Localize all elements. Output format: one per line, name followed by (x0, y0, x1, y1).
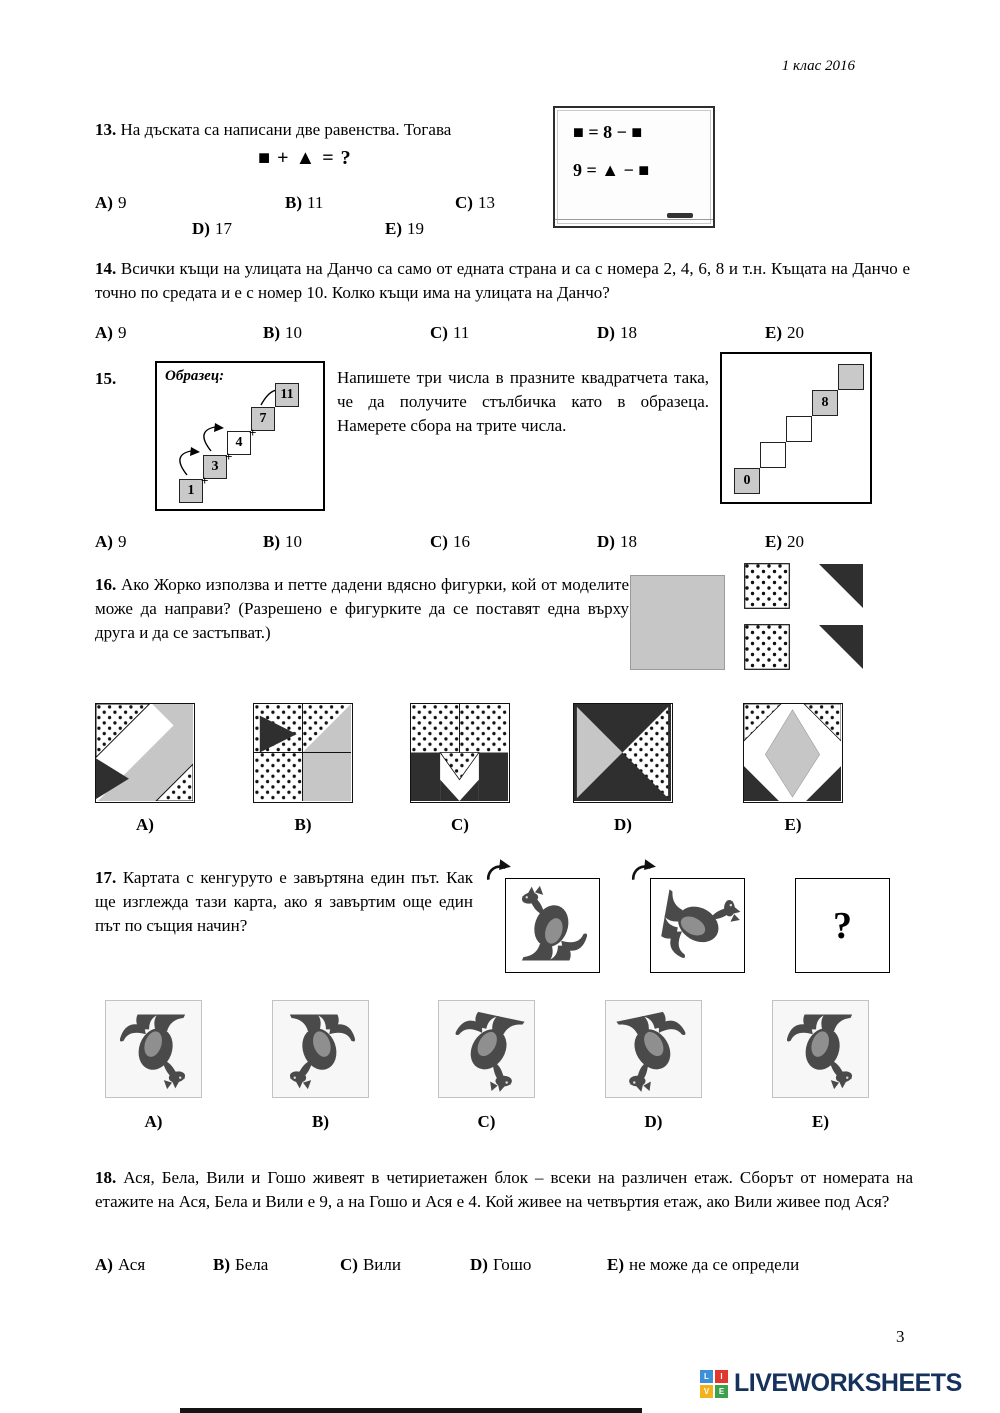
answer-label: С) (340, 1255, 358, 1274)
q18-answers (0, 1255, 1000, 1279)
kangaroo-option-d[interactable] (605, 1000, 702, 1098)
step-square: 3 (203, 455, 227, 479)
answer-label: А) (95, 323, 113, 342)
kangaroo-icon (113, 1008, 195, 1090)
answer-value: 10 (285, 532, 302, 551)
answer-option[interactable] (340, 1255, 401, 1275)
q18-text (95, 1166, 913, 1214)
answer-value: 17 (214, 219, 232, 238)
q18-statement: Ася, Бела, Вили и Гошо живеят в четириетажен блок – всеки на различен етаж. Сборът от номерата на етажите на Ася, Бела и Вили е 9, а на Гошо и Ася е 4. Кой живее на четвъртия етаж, ако Вили живее под Ася? (95, 1168, 913, 1211)
answer-option[interactable] (95, 532, 126, 552)
answer-label: D) (470, 1255, 488, 1274)
answer-value: 11 (307, 193, 324, 212)
step-square: 1 (179, 479, 203, 503)
answer-option[interactable] (263, 323, 302, 343)
answer-option[interactable] (765, 323, 804, 343)
pattern-option-a[interactable] (95, 703, 195, 803)
answer-value: 20 (787, 532, 804, 551)
answer-label: Е) (607, 1255, 624, 1274)
answer-label: В) (263, 323, 280, 342)
answer-option[interactable] (765, 532, 804, 552)
pattern-option-d[interactable] (573, 703, 673, 803)
answer-value: 20 (787, 323, 804, 342)
answer-value: 18 (619, 532, 637, 551)
example-box (155, 361, 325, 511)
q17-statement: Картата с кенгуруто е завъртяна един път. Как ще изглежда тази карта, ако я завъртим още един път по същия начин? (95, 868, 474, 935)
step-square: 8 (812, 390, 838, 416)
kangaroo-icon (780, 1008, 862, 1090)
logo-square-blue: L (700, 1370, 713, 1383)
q13-text (95, 118, 545, 142)
answer-value: Гошо (492, 1255, 532, 1274)
answer-value: 9 (117, 193, 127, 212)
board-equation-1: ■ = 8 − ■ (573, 122, 643, 142)
q14-statement: Всички къщи на улицата на Данчо са само от едната страна и са с номера 2, 4, 6, 8 и т.н. Къщата на Данчо е точно по средата и е с номер 10. Колко къщи има на улицата на Данчо? (95, 259, 910, 302)
option-label-d: D) (644, 1112, 663, 1131)
kangaroo-option-b[interactable] (272, 1000, 369, 1098)
answer-label: А) (95, 532, 113, 551)
kangaroo-option-a[interactable] (105, 1000, 202, 1098)
kangaroo-card-2 (650, 878, 745, 973)
answer-value: Ася (117, 1255, 146, 1274)
q17-number: 17. (95, 868, 117, 887)
answer-value: 13 (477, 193, 495, 212)
answer-label: В) (213, 1255, 230, 1274)
option-label-a: А) (136, 815, 154, 834)
scan-cut-artifact (180, 1408, 642, 1413)
q13-answers (0, 193, 1000, 245)
answer-option[interactable] (385, 219, 424, 239)
brand-name: LIVEWORKSHEETS (734, 1369, 962, 1397)
kangaroo-option-e[interactable] (772, 1000, 869, 1098)
kangaroo-icon (512, 885, 594, 967)
answer-option[interactable] (470, 1255, 531, 1275)
q18-number: 18. (95, 1168, 117, 1187)
answer-label: А) (95, 193, 113, 212)
answer-value: 10 (285, 323, 302, 342)
q16-number: 16. (95, 575, 117, 594)
q13-statement: На дъската са написани две равенства. Тогава (120, 120, 452, 139)
dark-triangle-figure (818, 624, 864, 670)
q13-equation: ■ + ▲ = ? (258, 147, 352, 169)
answer-square[interactable] (760, 442, 786, 468)
kangaroo-icon (280, 1008, 362, 1090)
answer-label: С) (455, 193, 473, 212)
answer-label: В) (285, 193, 302, 212)
answer-label: Е) (385, 219, 402, 238)
answer-value: 9 (117, 323, 127, 342)
answer-option[interactable] (607, 1255, 799, 1275)
pattern-option-b[interactable] (253, 703, 353, 803)
logo-square-red: I (715, 1370, 728, 1383)
q14-text (95, 257, 910, 305)
q16-text (95, 573, 629, 645)
step-square (838, 364, 864, 390)
dark-triangle-figure (818, 563, 864, 609)
answer-option[interactable] (95, 1255, 145, 1275)
logo-square-green: E (715, 1385, 728, 1398)
pattern-option-e[interactable] (743, 703, 843, 803)
answer-label: Е) (765, 532, 782, 551)
q15-number: 15. (95, 369, 117, 388)
answer-value: 11 (452, 323, 470, 342)
question-mark: ? (833, 904, 852, 947)
step-square: 7 (251, 407, 275, 431)
answer-value: Бела (235, 1255, 269, 1274)
answer-option[interactable] (430, 323, 469, 343)
dotted-square-figure (744, 563, 790, 609)
q14-number: 14. (95, 259, 117, 278)
answer-label: D) (192, 219, 210, 238)
question-mark-box (795, 878, 890, 973)
step-square: 0 (734, 468, 760, 494)
answer-option[interactable] (95, 323, 126, 343)
answer-option[interactable] (285, 193, 323, 213)
q15-answers (0, 532, 1000, 556)
answer-value: 9 (117, 532, 127, 551)
answer-label: С) (430, 323, 448, 342)
q17-text (95, 866, 473, 938)
option-label-c: С) (451, 815, 469, 834)
answer-option[interactable] (455, 193, 495, 213)
answer-label: Е) (765, 323, 782, 342)
answer-option[interactable] (597, 323, 637, 343)
brand-logo[interactable] (700, 1369, 962, 1398)
answer-square[interactable] (786, 416, 812, 442)
option-label-c: С) (477, 1112, 496, 1131)
answer-label: В) (263, 532, 280, 551)
answer-value: Вили (362, 1255, 401, 1274)
kangaroo-icon (650, 878, 745, 973)
step-square: 11 (275, 383, 299, 407)
board-equation-2: 9 = ▲ − ■ (573, 160, 650, 180)
kangaroo-icon (438, 1000, 535, 1097)
option-label-b: В) (294, 815, 312, 834)
answer-value: 18 (619, 323, 637, 342)
answer-option[interactable] (597, 532, 637, 552)
kangaroo-option-c[interactable] (438, 1000, 535, 1098)
answer-value: 16 (452, 532, 470, 551)
plus-sign: + (201, 473, 209, 488)
dotted-square-figure (744, 624, 790, 670)
logo-square-yellow: V (700, 1385, 713, 1398)
staircase-box (720, 352, 872, 504)
answer-value: не може да се определи (629, 1255, 800, 1274)
q13-number: 13. (95, 120, 117, 139)
gray-square-figure (630, 575, 725, 670)
page-number: 3 (896, 1327, 905, 1346)
edition-label: 1 клас 2016 (781, 58, 855, 74)
answer-label: D) (597, 532, 615, 551)
option-label-d: D) (614, 815, 632, 834)
option-label-b: В) (312, 1112, 329, 1131)
answer-option[interactable] (430, 532, 470, 552)
plus-sign: + (225, 449, 233, 464)
answer-label: А) (95, 1255, 113, 1274)
q16-statement: Ако Жорко използва и петте дадени вдясно фигурки, кой от моделите може да направи? (Разрешено е фигурките да се поставят една върху друга и да се застъпват.) (95, 575, 629, 642)
brand-logo-icon (700, 1370, 728, 1398)
step-square: 4 (227, 431, 251, 455)
option-label-e: Е) (784, 815, 802, 834)
kangaroo-card-1 (505, 878, 600, 973)
answer-label: D) (597, 323, 615, 342)
q14-answers (0, 323, 1000, 347)
q15-text: Напишете три числа в празните квадратчета така, че да получите стълбичка като в образеца. Намерете сбора на трите числа. (337, 368, 709, 435)
option-label-e: Е) (812, 1112, 829, 1131)
answer-value: 19 (407, 219, 424, 238)
plus-sign: + (249, 425, 257, 440)
answer-option[interactable] (263, 532, 302, 552)
example-label: Образец: (165, 368, 225, 384)
pattern-option-c[interactable] (410, 703, 510, 803)
option-label-a: А) (144, 1112, 163, 1131)
kangaroo-icon (605, 1000, 702, 1097)
answer-option[interactable] (213, 1255, 268, 1275)
answer-label: С) (430, 532, 448, 551)
answer-option[interactable] (192, 219, 232, 239)
answer-option[interactable] (95, 193, 126, 213)
